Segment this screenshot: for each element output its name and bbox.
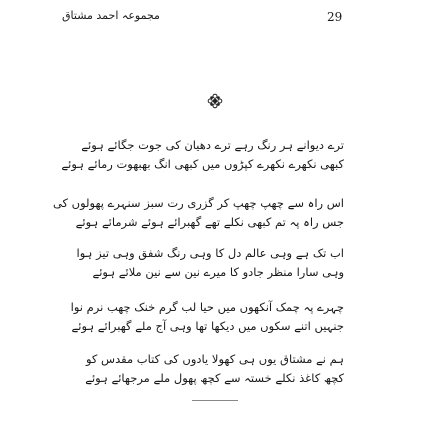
stanza <box>76 244 344 282</box>
verse-line: وہی سارا منظر جادو کا میرے نین سے نین ملائے ہوئے <box>92 265 344 279</box>
flower-ornament-icon <box>207 93 223 109</box>
verse-line: ترے دیوانے ہر رنگ رہے ترے دھیان کی جوت جگائے ہوئے <box>81 138 344 152</box>
verse-line: جس راہ پہ تم کبھی نکلے تھے گھبرائے ہوئے شرمائے ہوئے <box>75 215 344 229</box>
verse-line: اب تک ہے وہی عالم دل کا وہی رنگ شفق وہی تیز ہوا <box>76 246 344 260</box>
verse-line: چہرے پہ چمک آنکھوں میں حیا لب گرم خنک چھب نرم نوا <box>70 300 344 314</box>
page-number: 29 <box>327 10 343 24</box>
verse-line: جنہیں اتنے سکوں میں دیکھا تھا وہی آج ملے گھبرائے ہوئے <box>71 319 344 333</box>
stanza <box>61 136 344 174</box>
stanza <box>84 350 344 388</box>
verse-line: اس راہ سے چھپ چھپ کر گزری رت سبز سنہرے پھولوں کی <box>52 196 344 210</box>
stanza <box>70 298 344 336</box>
verse-line: کبھی نکھرے نکھرے کپڑوں میں کبھی انگ بھبھوت رمائے ہوئے <box>61 157 344 171</box>
end-divider <box>192 400 238 401</box>
running-header-title: مجموعہ احمد مشتاق <box>62 9 160 22</box>
verse-line: کچھ کاغذ نکلے خستہ سے کچھ پھول ملے مرجھائے ہوئے <box>85 371 344 385</box>
stanza <box>52 194 344 232</box>
verse-line: ہم نے مشتاق یوں ہی کھولا یادوں کی کتاب مقدس کو <box>85 352 344 366</box>
